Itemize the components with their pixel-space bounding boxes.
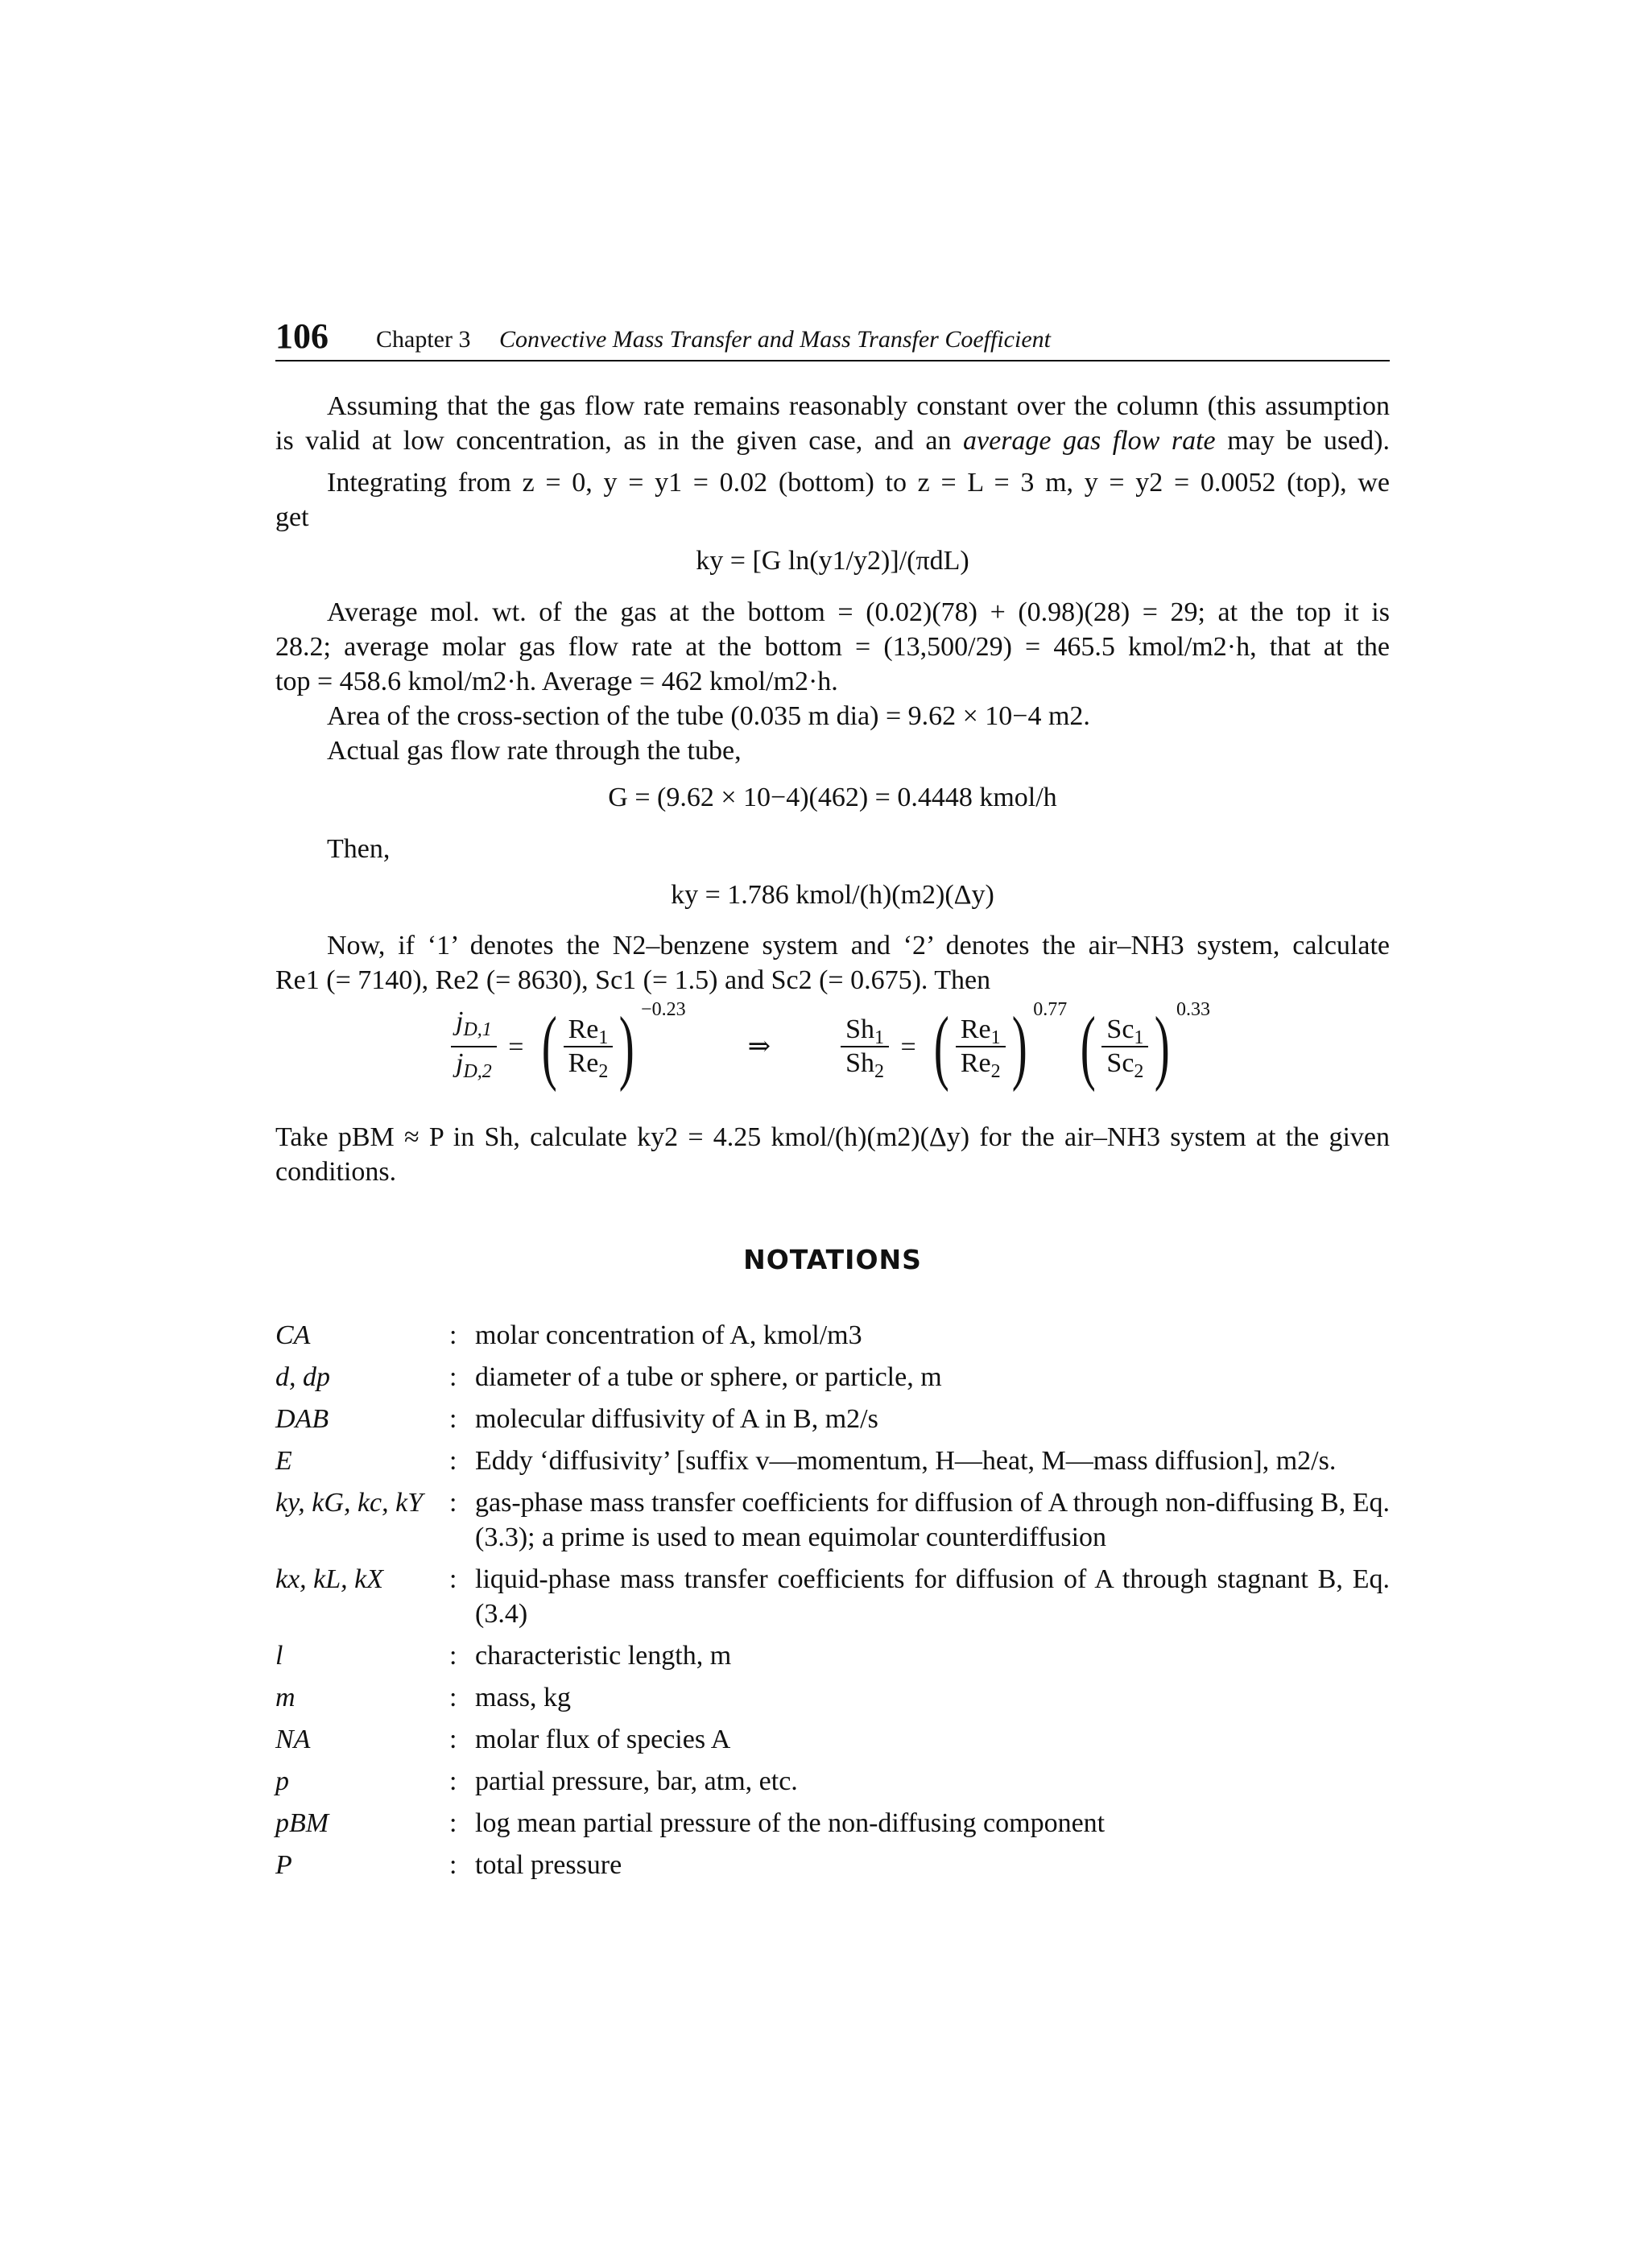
chapter-title: Convective Mass Transfer and Mass Transfer Coefficient [499, 326, 1051, 353]
p1-line2-pre: is valid at low concentration, as in the given case, and an [275, 426, 952, 456]
notation-definition: liquid-phase mass transfer coefficients for diffusion of A through stagnant B, Eq. (3.4) [475, 1564, 1390, 1629]
notation-symbol: p [275, 1766, 289, 1796]
exponent-re-2: 0.77 [1033, 999, 1068, 1020]
exponent-re: −0.23 [641, 999, 686, 1020]
notation-definition: partial pressure, bar, atm, etc. [475, 1766, 798, 1796]
equation-ky-integral: ky = [G ln(y1/y2)]/(πdL) [696, 546, 969, 576]
notation-definition: total pressure [475, 1850, 622, 1880]
frac-jd-ratio: $\frac{j_{D,1}}{j_{D,2}}$ [451, 1006, 497, 1088]
paragraph-1-line-2 [275, 423, 1390, 458]
re-ratio-group: ( $\frac{Re_1}{Re_2}$ ) −0.23 [541, 999, 686, 1093]
then-label: Then, [327, 834, 391, 864]
notation-definition: gas-phase mass transfer coefficients for diffusion of A through non-diffusing B, Eq. (3.3); a prime is used to mean equimolar counterdiffusion [475, 1488, 1390, 1552]
equation-gas-flow-rate: G = (9.62 × 10−4)(462) = 0.4448 kmol/h [608, 783, 1057, 812]
notation-definition: log mean partial pressure of the non-diffusing component [475, 1808, 1106, 1838]
implies-symbol: ⇒ [747, 1031, 771, 1062]
notation-symbol: l [275, 1641, 283, 1671]
notation-symbol: E [275, 1446, 292, 1476]
header-rule [275, 360, 1390, 361]
p1-line2-emphasis: average gas flow rate [963, 426, 1216, 456]
notation-symbol: d, dp [275, 1362, 330, 1392]
p1-line2-post: may be used). [1227, 426, 1391, 456]
notation-symbol: m [275, 1683, 295, 1712]
paragraph-6-line-2: Re1 (= 7140), Re2 (= 8630), Sc1 (= 1.5) and Sc2 (= 0.675). Then [275, 965, 991, 995]
exponent-sc: 0.33 [1176, 999, 1211, 1020]
notations-heading: NOTATIONS [743, 1244, 922, 1275]
notation-symbol: NA [275, 1725, 311, 1754]
paragraph-1-line-1: Assuming that the gas flow rate remains reasonably constant over the column (this assumption [327, 391, 1390, 421]
equation-ratio: $\frac{j_{D,1}}{j_{D,2}}$ = ( $\frac{Re_1}{Re_2}$ ) −0.23 ⇒ $\frac{Sh_1}{Sh_2}$ = ( $\frac{Re_1}{Re_2}$ ) 0.77 ( $\frac{Sc_1}{Sc_2}$ ) 0.33 [451, 1005, 1288, 1101]
paragraph-4: Area of the cross-section of the tube (0.035 m dia) = 9.62 × 10−4 m2. [327, 701, 1090, 731]
notation-symbol: CA [275, 1320, 311, 1350]
equation-ky-value: ky = 1.786 kmol/(h)(m2)(Δy) [671, 880, 994, 910]
notation-definition: molar flux of species A [475, 1725, 731, 1754]
paragraph-6-line-1: Now, if ‘1’ denotes the N2–benzene system and ‘2’ denotes the air–NH3 system, calculate [327, 931, 1390, 960]
notation-definition: molecular diffusivity of A in B, m2/s [475, 1404, 878, 1434]
frac-sh-ratio: $\frac{Sh_1}{Sh_2}$ [841, 1014, 889, 1080]
notation-definition: diameter of a tube or sphere, or particle, m [475, 1362, 942, 1392]
re-ratio-group-2: ( $\frac{Re_1}{Re_2}$ ) 0.77 [933, 999, 1068, 1093]
notation-symbol: pBM [275, 1808, 329, 1838]
notation-symbol: DAB [275, 1404, 329, 1434]
paragraph-3-line-3: top = 458.6 kmol/m2·h. Average = 462 kmol/m2·h. [275, 667, 838, 696]
paragraph-3-line-2: 28.2; average molar gas flow rate at the bottom = (13,500/29) = 465.5 kmol/m2·h, that at the [275, 632, 1390, 662]
paragraph-3-line-1: Average mol. wt. of the gas at the bottom = (0.02)(78) + (0.98)(28) = 29; at the top it is [327, 597, 1390, 627]
chapter-label: Chapter 3 [376, 326, 471, 353]
paragraph-7-line-1: Take pBM ≈ P in Sh, calculate ky2 = 4.25 kmol/(h)(m2)(Δy) for the air–NH3 system at the given [275, 1122, 1390, 1152]
notation-definition: molar concentration of A, kmol/m3 [475, 1320, 862, 1350]
notation-symbol: kx, kL, kX [275, 1564, 384, 1594]
paragraph-2-line-2: get [275, 502, 309, 532]
notation-definition: Eddy ‘diffusivity’ [suffix v—momentum, H—heat, M—mass diffusion], m2/s. [475, 1446, 1337, 1476]
paragraph-5: Actual gas flow rate through the tube, [327, 736, 742, 766]
notation-symbol: P [275, 1850, 292, 1880]
notation-definition: mass, kg [475, 1683, 571, 1712]
page-number: 106 [275, 316, 329, 356]
paragraph-2-line-1: Integrating from z = 0, y = y1 = 0.02 (bottom) to z = L = 3 m, y = y2 = 0.0052 (top), we [327, 468, 1390, 498]
paragraph-7-line-2: conditions. [275, 1157, 397, 1187]
notation-definition: characteristic length, m [475, 1641, 732, 1671]
sc-ratio-group: ( $\frac{Sc_1}{Sc_2}$ ) 0.33 [1080, 999, 1211, 1093]
notation-symbol: ky, kG, kc, kY [275, 1488, 424, 1518]
